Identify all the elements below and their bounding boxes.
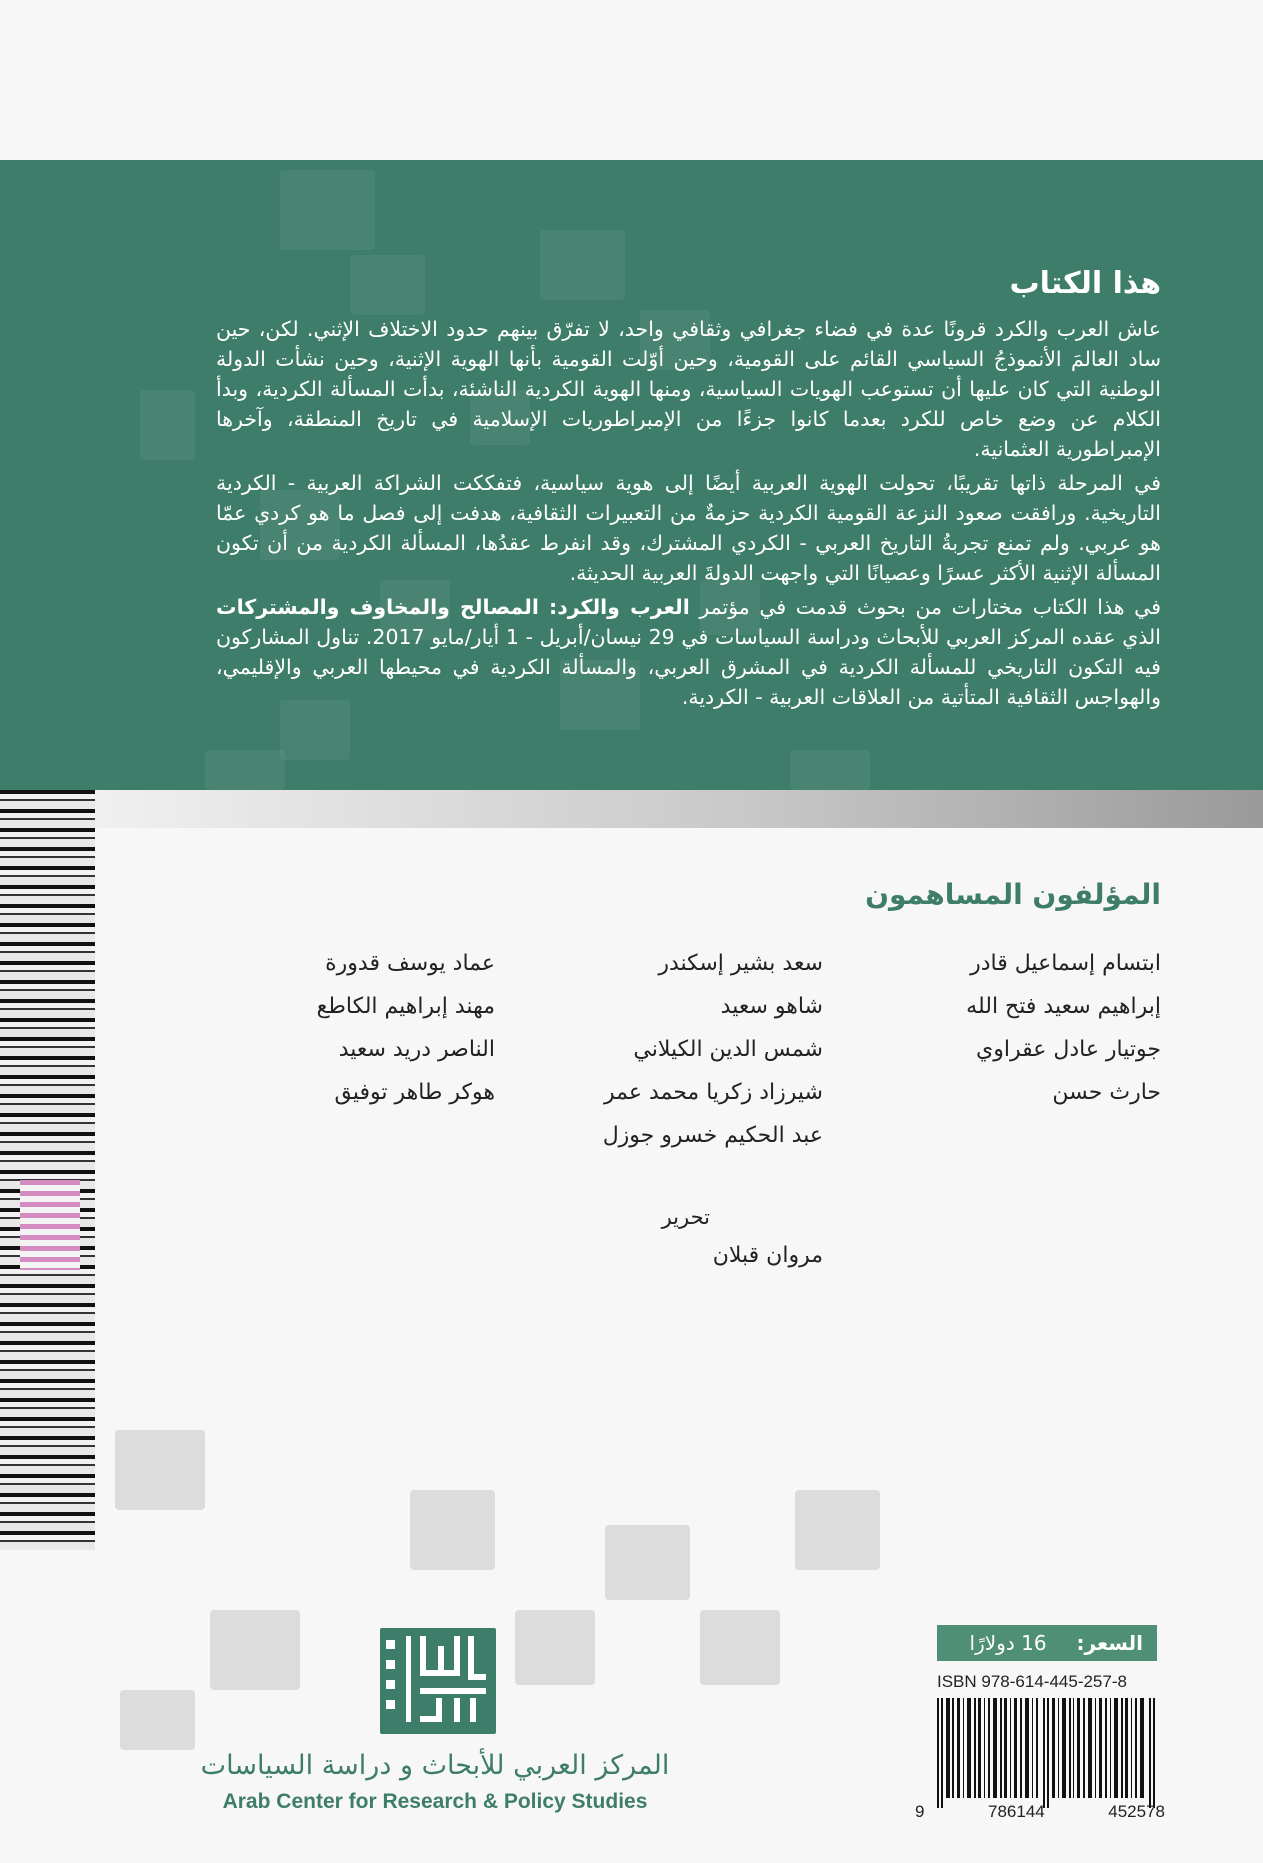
price-value: 16 دولارًا: [969, 1631, 1047, 1655]
p3-rest: الذي عقده المركز العربي للأبحاث ودراسة السياسات في 29 نيسان/أبريل - 1 أيار/مايو 2017. تناول المشاركون فيه التكون التاريخي للمسألة الكردية في المشرق العربي، والمسألة الكردية في محيطها العربي والإقليمي، والهواجس الثقافية المتأتية من العلاقات العربية - الكردية.: [216, 625, 1161, 709]
barcode-digits: [915, 1802, 1165, 1822]
decor-tile: [540, 230, 625, 300]
authors-column-1: [891, 942, 1161, 1114]
decor-tile: [790, 750, 870, 790]
decor-tile: [205, 750, 285, 790]
price-box: [937, 1625, 1157, 1661]
barcode-digit-group: 452578: [1108, 1802, 1165, 1821]
author-name: الناصر دريد سعيد: [338, 1037, 495, 1062]
publisher-logo: [380, 1628, 496, 1734]
about-paragraph-3: [216, 592, 1161, 712]
decor-tile: [115, 1430, 205, 1510]
decor-tile: [120, 1690, 195, 1750]
author-name: ابتسام إسماعيل قادر: [970, 951, 1161, 976]
publisher-name-en: Arab Center for Research & Policy Studies: [222, 1790, 648, 1813]
author-name: مهند إبراهيم الكاطع: [316, 994, 495, 1019]
decor-tile: [350, 255, 425, 315]
barcode-graphic: [937, 1698, 1159, 1808]
about-body: [216, 314, 1161, 716]
barcode-digit-group: 786144: [988, 1802, 1045, 1821]
author-name: عبد الحكيم خسرو جوزل: [602, 1123, 823, 1148]
barcode-digit-lead: 9: [915, 1802, 925, 1821]
decor-tile: [410, 1490, 495, 1570]
author-name: شاهو سعيد: [720, 994, 823, 1019]
author-name: عماد يوسف قدورة: [325, 951, 495, 976]
author-name: جوتيار عادل عقراوي: [975, 1037, 1161, 1062]
scan-artifact-pink: [20, 1180, 80, 1270]
decor-tile: [280, 170, 375, 250]
decor-tile: [140, 390, 195, 460]
decor-tile: [515, 1610, 595, 1685]
editor-label: تحرير: [661, 1205, 710, 1229]
about-paragraph-2: في المرحلة ذاتها تقريبًا، تحولت الهوية العربية أيضًا إلى هوية سياسية، فتفككت الشراكة العربية - الكردية التاريخية. ورافقت صعود النزعة القومية الكردية حزمةٌ من التعبيرات الثقافية، هدفت إلى فصل ما هو كردي عمّا هو عربي. ولم تمنع تجربةُ التاريخ العربي - الكردي المشترك، وقد انفرط عقدُها، المسألة الكردية من أن تكون المسألة الإثنية الأكثر عسرًا وعصيانًا التي واجهت الدولةَ العربية الحديثة.: [216, 471, 1161, 585]
authors-heading: المؤلفون المساهمون: [865, 878, 1161, 911]
about-title: هذا الكتاب: [1009, 266, 1161, 301]
author-name: سعد بشير إسكندر: [658, 951, 823, 976]
gradient-strip: [95, 790, 1263, 828]
conference-title: العرب والكرد: المصالح والمخاوف والمشتركات: [216, 595, 690, 619]
author-name: حارث حسن: [1052, 1080, 1161, 1105]
decor-tile: [700, 1610, 780, 1685]
decor-tile: [795, 1490, 880, 1570]
author-name: إبراهيم سعيد فتح الله: [966, 994, 1161, 1019]
author-name: شيرزاد زكريا محمد عمر: [603, 1080, 823, 1105]
publisher-logo-mark: [380, 1628, 496, 1734]
decor-tile: [605, 1525, 690, 1600]
isbn-text: ISBN 978-614-445-257-8: [937, 1672, 1127, 1691]
author-name: شمس الدين الكيلاني: [633, 1037, 823, 1062]
editor-name: مروان قبلان: [712, 1243, 823, 1268]
p3-intro: في هذا الكتاب مختارات من بحوث قدمت في مؤتمر: [689, 595, 1161, 619]
price-label: السعر:: [1076, 1631, 1143, 1655]
author-name: هوكر طاهر توفيق: [334, 1080, 495, 1105]
scan-artifact-edge: [0, 790, 95, 1550]
publisher-name-ar: المركز العربي للأبحاث و دراسة السياسات: [200, 1750, 670, 1781]
about-paragraph-1: عاش العرب والكرد قرونًا عدة في فضاء جغرافي وثقافي واحد، لا تفرّق بينهم حدود الاختلاف الإثني. لكن، حين ساد العالمَ الأنموذجُ السياسي القائم على القومية، وحين أوّلت القومية بأنها الهوية الإثنية، وحين نشأت الدولة الوطنية التي كان عليها أن تستوعب الهويات السياسية، ومنها الهوية الكردية الناشئة، بدأت المسألة الكردية، وبدأ الكلام عن وضع خاص للكرد بعدما كانوا جزءًا من الإمبراطوريات الإسلامية في تاريخ المنطقة، وآخرها الإمبراطورية العثمانية.: [216, 317, 1161, 461]
authors-column-3: [205, 942, 495, 1114]
decor-tile: [210, 1610, 300, 1690]
authors-column-2: [553, 942, 823, 1157]
